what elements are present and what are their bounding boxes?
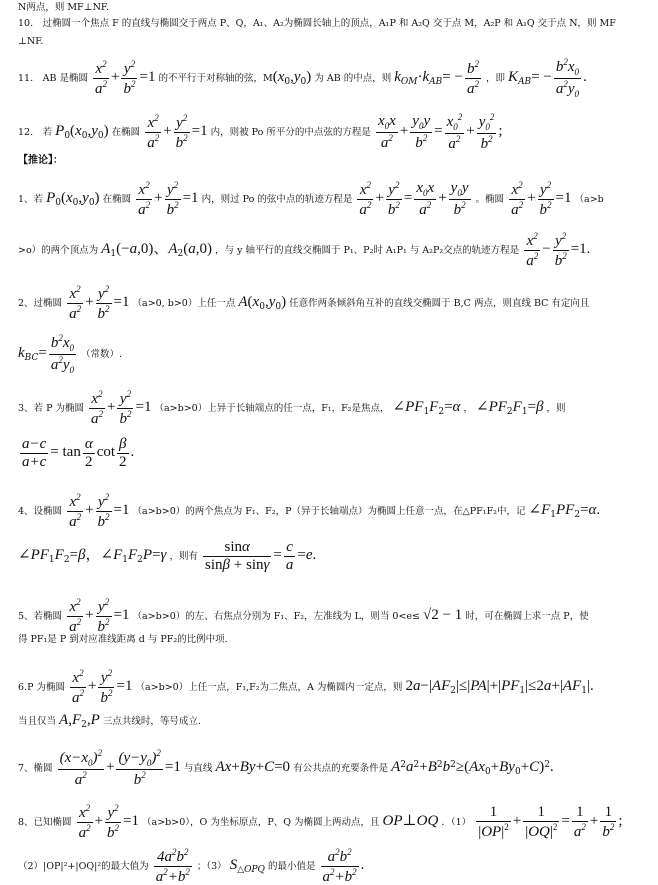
corollary-4-cont: $\angle PF_1F_2=\beta$，$\angle F_1F_2P=\gamma$ ，则有 $\frac{\sin\alpha}{\sin\beta + \sin\gamma}$ = $\frac{c}{a}$ =e.	[18, 539, 317, 573]
corollary-1: 1、若 $P_0(x_0,y_0)$ 在椭圆 $\frac{x^2}{a^2}$ + $\frac{y^2}{b^2}$ =1 内，则过 Po 的弦中点的轨迹方程是 $\frac{x^2}{a^2}$ + $\frac{y^2}{b^2}$ = $\frac{x_0x}{a^2}$ + $\frac{y_0y}{b^2}$ 。椭圆 $\frac{x^2}{a^2}$ + $\frac{y^2}{b^2}$ =1 （a>b	[18, 180, 604, 218]
corollary-6-cont: 当且仅当 $A,F_2,P$ 三点共线时，等号成立.	[18, 712, 201, 730]
corollary-5-cont: 得 PF₁是 P 到对应准线距离 d 与 PF₂的比例中项.	[18, 634, 228, 645]
corollary-3: 3、若 P 为椭圆 $\frac{x^2}{a^2}$ + $\frac{y^2}{b^2}$ =1 （a>b>0）上异于长轴端点的任一点，F₁，F₂是焦点， $\angle PF_1F_2=\alpha$ ， $\angle PF_2F_1=\beta$ ，则	[18, 389, 566, 427]
item-10: 10. 过椭圆一个焦点 F 的直线与椭圆交于两点 P、Q，A₁、A₂为椭圆长轴上的顶点，A₁P 和 A₂Q 交于点 M，A₂P 和 A₁Q 交于点 N，则 MF	[18, 18, 616, 29]
corollary-5: 5、若椭圆 $\frac{x^2}{a^2}$ + $\frac{y^2}{b^2}$ =1 （a>b>0）的左、右焦点分别为 F₁、F₂，左准线为 L，则当 0<e≤ √2 − 1 时，可在椭圆上求一点 P，使	[18, 597, 589, 635]
corollary-8-cont: （2）|OP|²+|OQ|²的最大值为 $\frac{4a^2b^2}{a^2+b^2}$ ；（3） $S_{\triangle OPQ}$ 的最小值是 $\frac{a^2b^2}{a^2+b^2}$ .	[18, 847, 365, 885]
section-heading: 【推论】：	[18, 155, 63, 166]
item-11: 11. AB 是椭圆 $\frac{x^2}{a^2}$ + $\frac{y^2}{b^2}$ =1 的不平行于对称轴的弦，$M(x_0,y_0)$ 为 AB 的中点，则 $k_{OM}\cdot k_{AB}=$ − $\frac{b^2}{a^2}$ ，即 $K_{AB}=$ − $\frac{b^2x_0}{a^2y_0}$ .	[18, 57, 587, 99]
corollary-2: 2、过椭圆 $\frac{x^2}{a^2}$ + $\frac{y^2}{b^2}$ =1 （a>0, b>0）上任一点 $A(x_0,y_0)$ 任意作两条倾斜角互补的直线交椭圆于 B,C 两点，则直线 BC 有定向且	[18, 284, 590, 322]
corollary-8: 8、已知椭圆 $\frac{x^2}{a^2}$ + $\frac{y^2}{b^2}$ =1 （a>b>0），O 为坐标原点，P、Q 为椭圆上两动点，且 OP⊥OQ ．（1） $\frac{1}{|OP|^2}$ + $\frac{1}{|OQ|^2}$ = $\frac{1}{a^2}$ + $\frac{1}{b^2}$ ;	[18, 803, 623, 841]
item-10-cont: ⊥NF.	[18, 36, 44, 47]
corollary-7: 7、椭圆 $\frac{(x-x_0)^2}{a^2}$ + $\frac{(y-y_0)^2}{b^2}$ =1 与直线 Ax+By+C=0 有公共点的充要条件是 $A^2a^2+B^2b^2\ge(Ax_0+By_0+C)^2$.	[18, 748, 554, 788]
corollary-3-formula: $\frac{a-c}{a+c}$ = tan $\frac{\alpha}{2}$ cot $\frac{\beta}{2}$ .	[22, 436, 135, 470]
corollary-1-cont: >o）的两个顶点为 $A_1(-a,0)$、$A_2(a,0)$ ，与 y 轴平行的直线交椭圆于 P₁、P₂时 A₁P₁ 与 A₂P₂交点的轨迹方程是 $\frac{x^2}{a^2}$ − $\frac{y^2}{b^2}$ =1.	[18, 231, 591, 269]
corollary-2-cont: $k_{BC}=$ $\frac{b^2x_0}{a^2y_0}$ （常数）.	[18, 333, 123, 375]
corollary-4: 4、设椭圆 $\frac{x^2}{a^2}$ + $\frac{y^2}{b^2}$ =1 （a>b>0）的两个焦点为 F₁、F₂，P（异于长轴端点）为椭圆上任意一点，在△PF₁F₂中，记 $\angle F_1PF_2=\alpha$.	[18, 492, 601, 530]
corollary-6: 6.P 为椭圆 $\frac{x^2}{a^2}$ + $\frac{y^2}{b^2}$ =1 （a>b>0）上任一点，F₁,F₂为二焦点，A 为椭圆内一定点，则 $2a-|AF_2|\le|PA|+|PF_1|\le 2a+|AF_1|$.	[18, 668, 594, 706]
text-line: N两点，则 MF⊥NF.	[18, 2, 110, 13]
item-12: 12. 若 $P_0(x_0,y_0)$ 在椭圆 $\frac{x^2}{a^2}$ + $\frac{y^2}{b^2}$ =1 内，则被 Po 所平分的中点弦的方程是 $\frac{x_0x}{a^2}$ + $\frac{y_0y}{b^2}$ = $\frac{x_0^2}{a^2}$ + $\frac{y_0^2}{b^2}$ ;	[18, 112, 503, 152]
